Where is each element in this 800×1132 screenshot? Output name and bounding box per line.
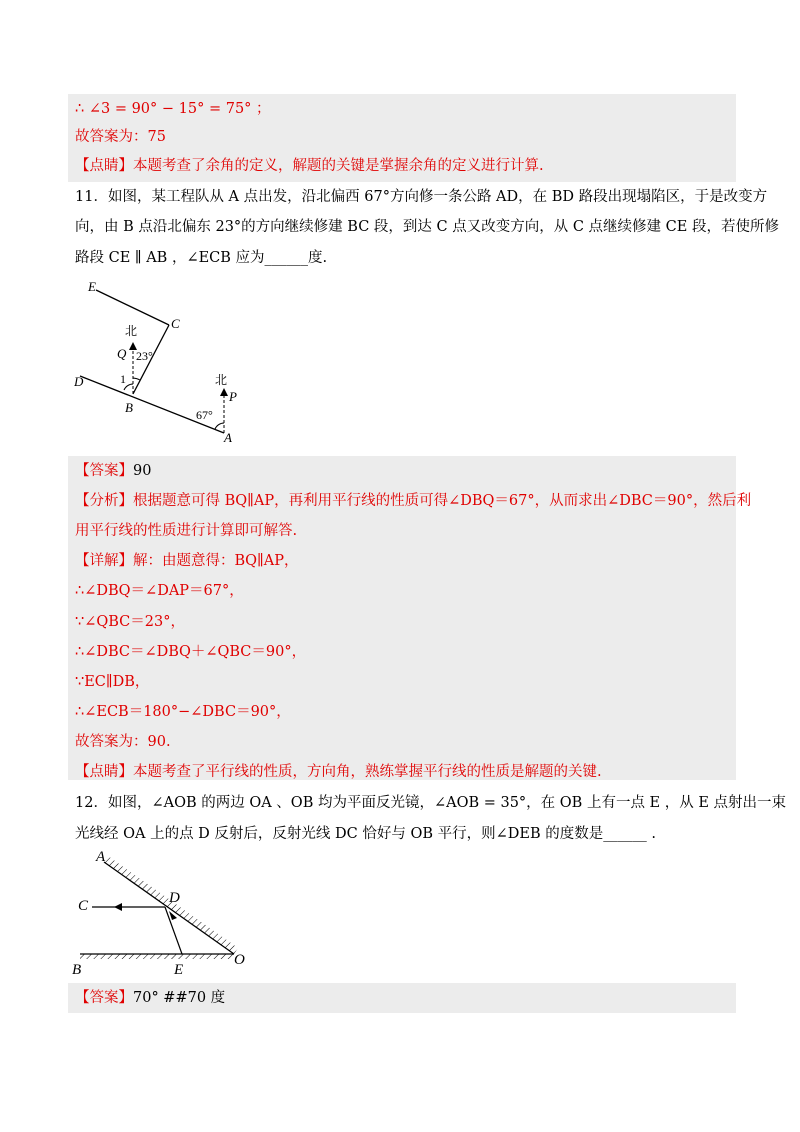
q11-figure	[74, 278, 254, 446]
q12-question-line-1: 12．如图，∠AOB 的两边 OA 、OB 均为平面反光镜，∠AOB = 35°，在 OB 上有一点 E ，从 E 点射出一束	[75, 795, 787, 811]
comment-tag: 【点睛】	[75, 764, 133, 780]
answer-tag: 【答案】	[75, 990, 133, 1006]
mirror-oa	[104, 862, 234, 954]
answer-value: 70° ##70 度	[133, 990, 226, 1006]
label-b: B	[125, 400, 133, 415]
comment-tag: 【点睛】	[75, 158, 133, 174]
label-c: C	[78, 898, 89, 914]
q12-diagram	[70, 848, 260, 978]
q11-diagram	[74, 278, 254, 446]
q11-question-line-2: 向，由 B 点沿北偏东 23°的方向继续修建 BC 段，到达 C 点又改变方向，从 C 点继续修建 CE 段，若使所修	[75, 219, 779, 235]
q11-final: 故答案为：90.	[75, 734, 171, 750]
q11-answer	[75, 461, 151, 481]
north-arrow-a	[220, 388, 228, 396]
label-angle-1: 1	[120, 372, 126, 386]
comment-text: 本题考查了平行线的性质，方向角，熟练掌握平行线的性质是解题的关键.	[133, 764, 602, 780]
q11-step-1: ∴∠DBQ＝∠DAP＝67°，	[75, 583, 244, 599]
angle-arc-23	[133, 378, 140, 380]
detail-tag: 【详解】	[75, 553, 133, 569]
label-north-1: 北	[125, 324, 138, 338]
label-angle-67: 67°	[196, 408, 213, 422]
label-e: E	[88, 279, 96, 294]
analysis-tag: 【分析】	[75, 493, 133, 509]
label-d: D	[74, 374, 84, 389]
label-o: O	[234, 952, 245, 968]
analysis-text-1: 根据题意可得 BQ∥AP，再利用平行线的性质可得∠DBQ＝67°，从而求出∠DBC＝90°，然后利	[133, 493, 752, 509]
label-b: B	[72, 962, 82, 978]
label-p: P	[229, 389, 237, 404]
q11-comment	[75, 762, 602, 782]
detail-text: 解：由题意得：BQ∥AP，	[133, 553, 299, 569]
label-c: C	[171, 316, 180, 331]
q11-step-5: ∴∠ECB＝180°−∠DBC＝90°，	[75, 704, 291, 720]
q11-detail-intro	[75, 551, 298, 571]
answer-tag: 【答案】	[75, 463, 133, 479]
label-q: Q	[117, 346, 127, 361]
label-angle-23: 23°	[136, 349, 153, 363]
comment-text: 本题考查了余角的定义，解题的关键是掌握余角的定义进行计算.	[133, 158, 544, 174]
q11-step-2: ∵∠QBC＝23°，	[75, 614, 185, 630]
segment-da	[80, 376, 224, 433]
angle-arc-67	[215, 423, 224, 429]
q11-analysis-line-1	[75, 491, 751, 511]
label-a: A	[224, 430, 232, 445]
q11-question-line-1: 11．如图，某工程队从 A 点出发，沿北偏西 67°方向修一条公路 AD，在 BD 路段出现塌陷区，于是改变方	[75, 189, 768, 205]
q12-answer	[75, 988, 225, 1008]
q12-question-line-2: 光线经 OA 上的点 D 反射后，反射光线 DC 恰好与 OB 平行，则∠DEB 的度数是______ .	[75, 826, 656, 842]
q11-step-3: ∴∠DBC＝∠DBQ＋∠QBC＝90°，	[75, 644, 307, 660]
answer-value: 90	[133, 463, 152, 479]
label-a: A	[96, 849, 106, 865]
label-e: E	[174, 962, 184, 978]
q11-analysis-line-2: 用平行线的性质进行计算即可解答.	[75, 523, 298, 539]
q11-question-line-3: 路段 CE ∥ AB ，∠ECB 应为______度.	[75, 250, 328, 266]
segment-ce	[96, 290, 169, 325]
q10-comment	[75, 156, 544, 176]
ray-dc-arrow	[114, 903, 122, 911]
label-d: D	[169, 890, 180, 906]
q10-answer-line: 故答案为：75	[75, 129, 166, 145]
label-north-2: 北	[215, 373, 228, 387]
q11-step-4: ∵EC∥DB，	[75, 674, 150, 690]
q10-conclusion: ∴ ∠3 = 90° − 15° = 75° ；	[75, 101, 271, 117]
mirror-ob-hatch	[80, 954, 234, 959]
q12-figure	[70, 848, 260, 978]
